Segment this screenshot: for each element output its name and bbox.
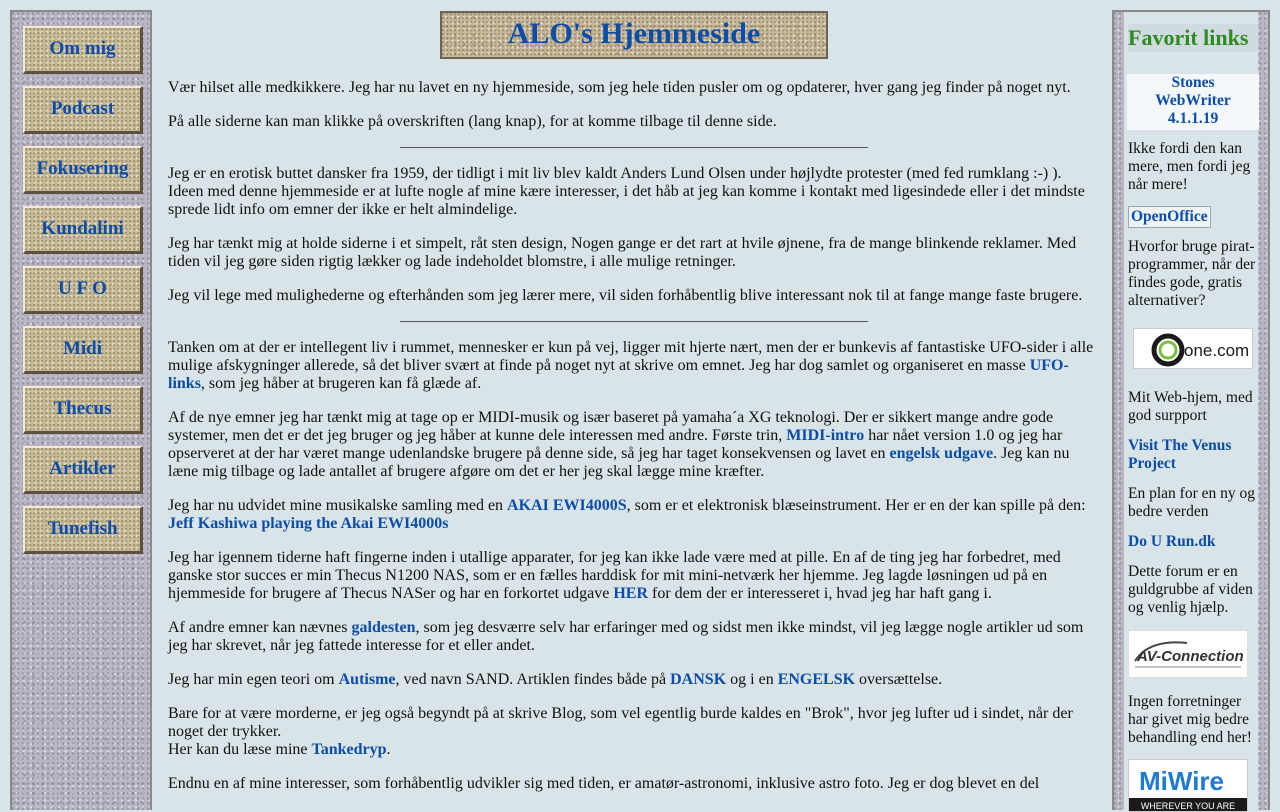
jeff-kashiwa-link[interactable]: Jeff Kashiwa playing the Akai EWI4000s [168, 515, 449, 532]
av-connection-description: Ingen forretninger har givet mig bedre behandling end her! [1128, 693, 1252, 746]
miwire-logo-icon [1129, 760, 1247, 812]
nav-button-om-mig[interactable]: Om mig [23, 26, 143, 74]
nav-button-ufo[interactable]: U F O [23, 266, 143, 314]
stones-line2: WebWriter [1155, 92, 1231, 109]
miwire-logo-link[interactable] [1128, 759, 1248, 812]
thecus-her-link[interactable]: HER [613, 585, 648, 602]
onecom-description: Mit Web-hjem, med god surpport [1128, 389, 1253, 424]
dansk-link[interactable]: DANSK [670, 671, 727, 688]
ufo-paragraph: Tanken om at der er intellegent liv i rummet, mennesker er kun på vej, ligger mit hjerte nært, men der er bunkevis af fantastiske UFO-sider i alle mulige afskygninger allerede, så det bliver svært at finde på noget nyt at skrive om emnet. Jeg har dog samlet og organiseret en masse UFO-links, som jeg håber at brugeren kan få glæde af. [168, 339, 1094, 392]
onecom-logo-icon [1134, 329, 1252, 368]
stones-line1: Stones [1171, 74, 1215, 91]
ufo-links-link[interactable]: UFO-links [168, 357, 1069, 392]
page-title-button[interactable]: ALO's Hjemmeside [440, 11, 828, 59]
av-connection-logo-link[interactable] [1128, 630, 1248, 678]
nav-button-midi[interactable]: Midi [23, 326, 143, 374]
engelsk-link[interactable]: ENGELSK [777, 671, 856, 688]
svg-text:WHEREVER YOU ARE: WHEREVER YOU ARE [1140, 801, 1236, 811]
stones-description: Ikke fordi den kan mere, men fordi jeg når mere! [1128, 140, 1251, 193]
navigation-hint-paragraph: På alle siderne kan man klikke på overskriften (lang knap), for at komme tilbage til denne side. [168, 113, 777, 130]
right-sidebar [1112, 10, 1270, 810]
nav-button-fokusering[interactable]: Fokusering [23, 146, 143, 194]
thecus-paragraph: Jeg har igennem tiderne haft fingerne inden i utallige apparater, for jeg kan ikke lade være med at pille. En af de ting jeg har forbedret, med ganske stor succes er min Thecus N1200 NAS, som er en fælles harddisk for mit mini-netværk her hjemme. Jeg lagde løsningen ud på en hjemmeside for brugere af Thecus NASer og har en forkortet udgave HER for dem der er interesseret i, hvad jeg har haft gang i. [168, 549, 1061, 602]
stones-webwriter-link[interactable] [1127, 74, 1259, 130]
left-navigation [10, 10, 152, 810]
astronomy-paragraph: Endnu en af mine interesser, som forhåbentlig udvikler sig med tiden, er amatør-astronomi, inklusive astro foto. Jeg er dog blevet en del [168, 775, 1040, 792]
about-paragraph: Jeg er en erotisk buttet dansker fra 1959, der tidligt i mit liv blev kaldt Anders Lund Olsen under højlydte protester (med fed rumklang :-) ). Ideen med denne hjemmeside er at lufte nogle af mine kære interesser, i det håb at jeg kan komme i kontakt med ligesindede eller i det mindste sprede lidt info om emner der ikke er helt almindelige. [168, 165, 1085, 218]
akai-ewi-link[interactable]: AKAI EWI4000S [507, 497, 627, 514]
svg-text:MiWire: MiWire [1139, 766, 1224, 796]
nav-button-podcast[interactable]: Podcast [23, 86, 143, 134]
galdesten-paragraph: Af andre emner kan nævnes galdesten, som jeg desværre selv har erfaringer med og sidst men ikke mindst, vil jeg lægge nogle artikler ud som jeg har skrevet, når jeg fattede interesse for et eller andet. [168, 619, 1084, 654]
nav-button-kundalini[interactable]: Kundalini [23, 206, 143, 254]
tankedryp-link[interactable]: Tankedryp [311, 741, 387, 758]
design-paragraph: Jeg har tænkt mig at holde siderne i et simpelt, råt sten design, Nogen gange er det rart at hvile øjnene, fra de mange blinkende reklamer. Med tiden vil jeg gøre siden rigtig lækker og lade indeholdet blomstre, i alle mulige retninger. [168, 235, 1077, 270]
main-content [168, 0, 1096, 800]
nav-button-thecus[interactable]: Thecus [23, 386, 143, 434]
midi-intro-link[interactable]: MIDI-intro [786, 427, 865, 444]
stones-version: 4.1.1.19 [1167, 110, 1219, 127]
english-version-link[interactable]: engelsk udgave [889, 445, 994, 462]
midi-paragraph: Af de nye emner jeg har tænkt mig at tage op er MIDI-musik og især baseret på yamaha´a XG teknologi. Der er sikkert mange andre gode systemer, men det er det jeg bruger og jeg håber at kunne dele interessen med andre. Første trin, MIDI-intro har nået version 1.0 og jeg har opserveret at der har været mange udenlandske brugere på denne side, så jeg har taget konsekvensen og lavet en engelsk udgave. Jeg kan nu læne mig tilbage og lade antallet af brugere afgøre om det er her jeg skal lægge mine kræfter. [168, 409, 1070, 480]
blog-paragraph: Bare for at være morderne, er jeg også begyndt på at skrive Blog, som vel egentlig burde kaldes en "Brok", hvor jeg lufter ud i sindet, når der noget der trykker. Her kan du læse mine Tankedryp. [168, 705, 1073, 758]
nav-button-artikler[interactable]: Artikler [23, 446, 143, 494]
dourun-link[interactable]: Do U Run.dk [1128, 533, 1216, 550]
ewi-paragraph: Jeg har nu udvidet mine musikalske samling med en AKAI EWI4000S, som er et elektronisk blæseinstrument. Her er en der kan spille på den: Jeff Kashiwa playing the Akai EWI4000s [168, 497, 1086, 532]
dourun-description: Dette forum er en guldgrubbe af viden og venlig hjælp. [1128, 563, 1253, 616]
intro-paragraph: Vær hilset alle medkikkere. Jeg har nu lavet en ny hjemmeside, som jeg hele tiden pusler om og opdaterer, hver gang jeg finder på noget nyt. [168, 79, 1071, 96]
openoffice-link[interactable]: OpenOffice [1128, 206, 1211, 228]
av-connection-logo-icon [1129, 631, 1247, 677]
divider [400, 321, 868, 322]
svg-text:AV-Connection: AV-Connection [1137, 648, 1244, 665]
goals-paragraph: Jeg vil lege med mulighederne og efterhånden som jeg lærer mere, vil siden forhåbentlig blive interessant nok til at fange mange faste brugere. [168, 287, 1083, 304]
autisme-paragraph: Jeg har min egen teori om Autisme, ved navn SAND. Artiklen findes både på DANSK og i en ENGELSK oversættelse. [168, 671, 943, 688]
nav-button-tunefish[interactable]: Tunefish [23, 506, 143, 554]
venus-description: En plan for en ny og bedre verden [1128, 485, 1255, 520]
venus-project-link[interactable]: Visit The Venus Project [1128, 437, 1232, 472]
divider [400, 147, 868, 148]
galdesten-link[interactable]: galdesten [351, 619, 416, 636]
onecom-logo-link[interactable] [1133, 328, 1253, 369]
svg-text:one.com: one.com [1184, 341, 1250, 360]
openoffice-description: Hvorfor bruge pirat- programmer, når der findes gode, gratis alternativer? [1128, 238, 1256, 309]
autisme-link[interactable]: Autisme [338, 671, 396, 688]
favorites-heading: Favorit links [1128, 24, 1258, 52]
favorites-panel [1124, 12, 1258, 812]
